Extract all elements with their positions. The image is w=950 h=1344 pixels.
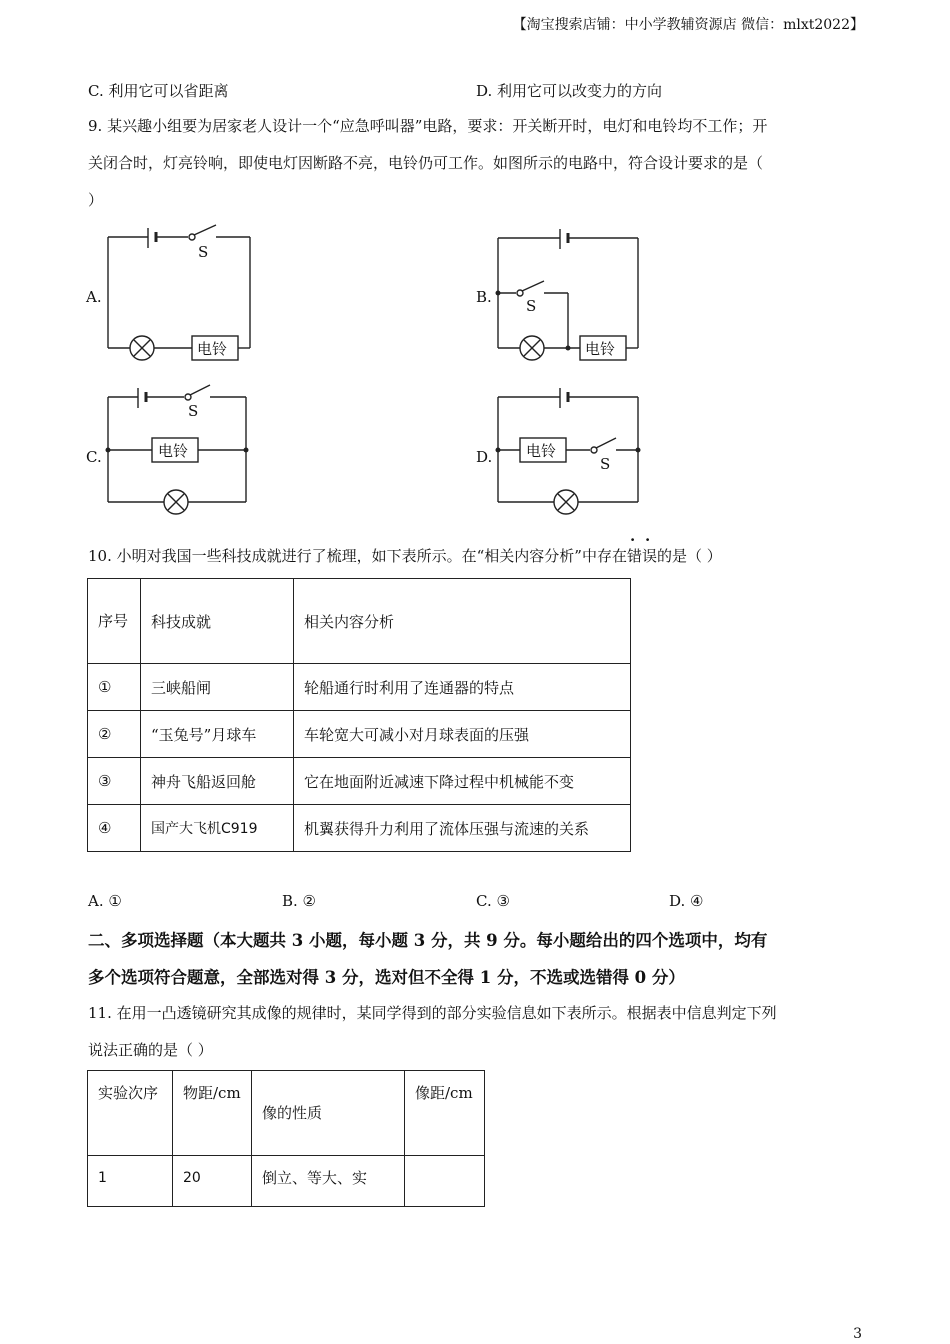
- table-header-cell: 实验次序: [88, 1071, 173, 1156]
- table-cell: 20: [173, 1156, 252, 1207]
- q10-emphasis-1: 错: [626, 547, 642, 565]
- page-header: 【淘宝搜索店铺：中小学教辅资源店 微信：mlxt2022】: [512, 17, 864, 33]
- table-cell: [405, 1156, 485, 1207]
- table-header-cell: 像的性质: [252, 1071, 405, 1156]
- table-header-cell: 相关内容分析: [294, 579, 631, 664]
- q10-stem-after: 的是（ ）: [657, 547, 722, 565]
- table-cell: 车轮宽大可减小对月球表面的压强: [294, 711, 631, 758]
- table-cell: 它在地面附近减速下降过程中机械能不变: [294, 758, 631, 805]
- bell-label: 电铃: [158, 442, 189, 460]
- switch-s-label: S: [600, 455, 611, 473]
- switch-s-label: S: [198, 243, 209, 261]
- q9-label-d: D.: [476, 448, 493, 466]
- q10-option-a: A. ①: [88, 892, 122, 910]
- q9-line1: 9. 某兴趣小组要为居家老人设计一个“应急呼叫器”电路，要求：开关断开时，电灯和电铃均不工作；开: [88, 117, 768, 135]
- q11-table: [87, 1070, 485, 1207]
- table-header-cell: 物距/cm: [173, 1071, 252, 1156]
- table-cell: 机翼获得升力利用了流体压强与流速的关系: [294, 805, 631, 852]
- table-cell: ①: [88, 664, 141, 711]
- table-cell: ③: [88, 758, 141, 805]
- table-header-cell: 序号: [88, 579, 141, 664]
- table-row: [88, 1156, 485, 1207]
- circuit-a-diagram: [100, 220, 260, 370]
- q11-line1: 11. 在用一凸透镜研究其成像的规律时，某同学得到的部分实验信息如下表所示。根据表中信息判定下列: [88, 1004, 777, 1022]
- table-cell: 三峡船闸: [141, 664, 294, 711]
- circuit-b-diagram: [490, 220, 650, 370]
- table-row: [88, 664, 631, 711]
- q9-label-c: C.: [86, 448, 102, 466]
- q10-table: [87, 578, 631, 852]
- section2-heading-line1: 二、多项选择题（本大题共 3 小题，每小题 3 分，共 9 分。每小题给出的四个选项中，均有: [88, 931, 768, 950]
- table-header-row: [88, 579, 631, 664]
- q8-option-d: D. 利用它可以改变力的方向: [476, 82, 663, 100]
- q9-label-b: B.: [476, 288, 492, 306]
- q10-stem: [88, 545, 722, 566]
- q10-option-d: D. ④: [669, 892, 704, 910]
- table-row: [88, 758, 631, 805]
- q11-line2: 说法正确的是（ ）: [88, 1041, 213, 1059]
- table-cell: ④: [88, 805, 141, 852]
- q10-option-c: C. ③: [476, 892, 510, 910]
- q9-line3: ）: [88, 191, 104, 209]
- bell-label: 电铃: [585, 340, 616, 358]
- table-cell: ②: [88, 711, 141, 758]
- table-row: [88, 805, 631, 852]
- q9-line2: 关闭合时，灯亮铃响，即使电灯因断路不亮，电铃仍可工作。如图所示的电路中，符合设计要求的是（: [88, 154, 764, 172]
- table-header-row: [88, 1071, 485, 1156]
- bell-label: 电铃: [197, 340, 228, 358]
- bell-label: 电铃: [526, 442, 557, 460]
- table-cell: 轮船通行时利用了连通器的特点: [294, 664, 631, 711]
- circuit-d-diagram: [490, 380, 650, 520]
- table-cell: 倒立、等大、实: [252, 1156, 405, 1207]
- table-cell: “玉兔号”月球车: [141, 711, 294, 758]
- q10-emphasis-2: 误: [641, 547, 657, 565]
- table-header-cell: 科技成就: [141, 579, 294, 664]
- table-row: [88, 711, 631, 758]
- section2-heading-line2: 多个选项符合题意，全部选对得 3 分，选对但不全得 1 分，不选或选错得 0 分）: [88, 968, 685, 987]
- circuit-c-diagram: [100, 380, 260, 520]
- q9-label-a: A.: [86, 288, 102, 306]
- q10-option-b: B. ②: [282, 892, 317, 910]
- page-number: 3: [853, 1326, 862, 1342]
- table-cell: 1: [88, 1156, 173, 1207]
- table-cell: 国产大飞机C919: [141, 805, 294, 852]
- table-cell: 神舟飞船返回舱: [141, 758, 294, 805]
- q10-stem-before: 10. 小明对我国一些科技成就进行了梳理，如下表所示。在“相关内容分析”中存在: [88, 547, 627, 565]
- table-header-cell: 像距/cm: [405, 1071, 485, 1156]
- q8-option-c: C. 利用它可以省距离: [88, 82, 229, 100]
- switch-s-label: S: [188, 402, 199, 420]
- switch-s-label: S: [526, 297, 537, 315]
